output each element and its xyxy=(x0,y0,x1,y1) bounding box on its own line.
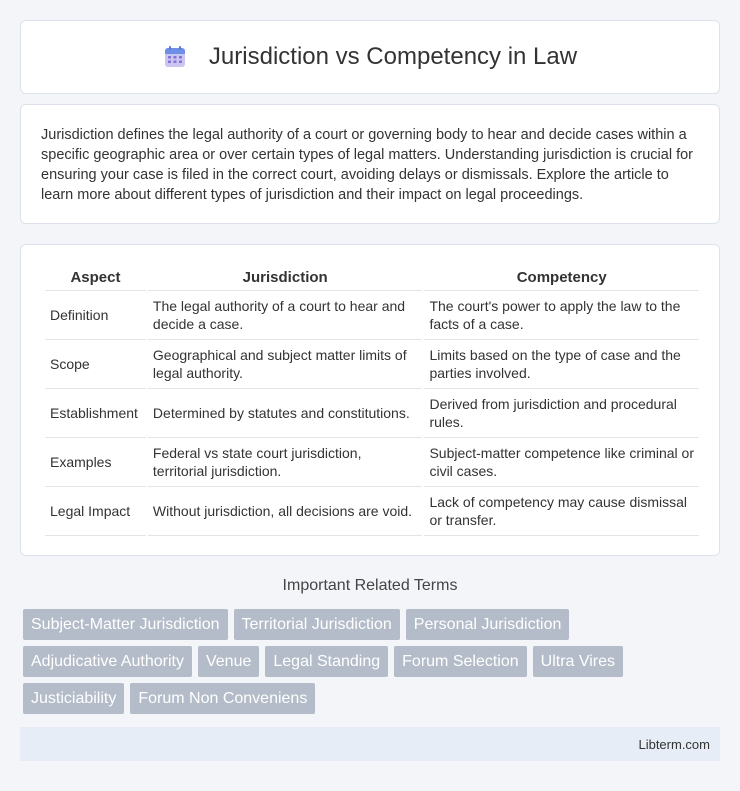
table-header-row xyxy=(45,265,699,291)
calendar-icon xyxy=(163,45,187,69)
header-jurisdiction: Jurisdiction xyxy=(148,265,423,291)
row-aspect: Examples xyxy=(45,438,146,487)
row-aspect: Establishment xyxy=(45,389,146,438)
related-term-tag[interactable]: Subject-Matter Jurisdiction xyxy=(23,609,228,640)
footer xyxy=(20,727,720,761)
related-term-tag[interactable]: Justiciability xyxy=(23,683,124,714)
intro-card xyxy=(20,104,720,224)
related-term-tag[interactable]: Legal Standing xyxy=(265,646,388,677)
related-term-tag[interactable]: Venue xyxy=(198,646,259,677)
comparison-table-card xyxy=(20,244,720,556)
related-term-tag[interactable]: Ultra Vires xyxy=(533,646,623,677)
row-jurisdiction: The legal authority of a court to hear and decide a case. xyxy=(148,291,423,340)
row-aspect: Definition xyxy=(45,291,146,340)
row-jurisdiction: Federal vs state court jurisdiction, territorial jurisdiction. xyxy=(148,438,423,487)
related-term-tag[interactable]: Territorial Jurisdiction xyxy=(234,609,400,640)
table-row xyxy=(45,438,699,487)
related-term-tag[interactable]: Forum Non Conveniens xyxy=(130,683,315,714)
row-competency: The court's power to apply the law to the facts of a case. xyxy=(424,291,699,340)
header-aspect: Aspect xyxy=(45,265,146,291)
header-competency: Competency xyxy=(424,265,699,291)
table-row xyxy=(45,291,699,340)
related-term-tag[interactable]: Personal Jurisdiction xyxy=(406,609,570,640)
row-competency: Lack of competency may cause dismissal or transfer. xyxy=(424,487,699,536)
comparison-table xyxy=(43,265,701,536)
related-terms-title: Important Related Terms xyxy=(282,577,458,594)
related-term-tag[interactable]: Forum Selection xyxy=(394,646,527,677)
row-competency: Subject-matter competence like criminal or civil cases. xyxy=(424,438,699,487)
table-row xyxy=(45,389,699,438)
related-terms-list xyxy=(23,609,723,720)
row-jurisdiction: Determined by statutes and constitutions. xyxy=(148,389,423,438)
row-competency: Derived from jurisdiction and procedural rules. xyxy=(424,389,699,438)
row-aspect: Legal Impact xyxy=(45,487,146,536)
table-row xyxy=(45,340,699,389)
related-term-tag[interactable]: Adjudicative Authority xyxy=(23,646,192,677)
row-competency: Limits based on the type of case and the parties involved. xyxy=(424,340,699,389)
page-title: Jurisdiction vs Competency in Law xyxy=(208,43,578,70)
row-jurisdiction: Without jurisdiction, all decisions are void. xyxy=(148,487,423,536)
row-jurisdiction: Geographical and subject matter limits of legal authority. xyxy=(148,340,423,389)
row-aspect: Scope xyxy=(45,340,146,389)
header-card xyxy=(20,20,720,94)
table-row xyxy=(45,487,699,536)
intro-text: Jurisdiction defines the legal authority of a court or governing body to hear and decide cases within a specific geographic area or over certain types of legal matters. Understanding jurisdiction is crucial for ensuring your case is filed in the correct court, avoiding delays or dismissals. Explore the article to learn more about different types of jurisdiction and their impact on legal proceedings. xyxy=(41,127,694,203)
footer-site-link[interactable]: Libterm.com xyxy=(638,736,710,752)
